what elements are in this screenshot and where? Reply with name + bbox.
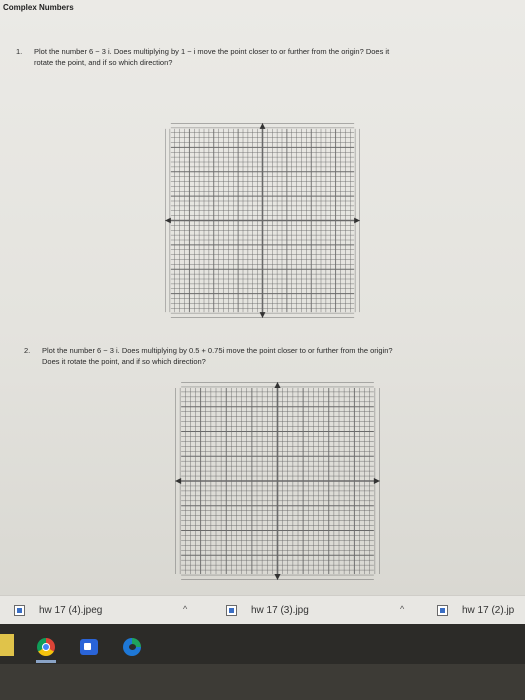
launcher-edge[interactable] <box>0 634 14 656</box>
downloads-bar <box>0 595 525 624</box>
download-item[interactable] <box>14 596 102 624</box>
question-text-line-1: Plot the number 6 − 3 i. Does multiplying by 0.5 + 0.75i move the point closer to or further from the origin? <box>42 346 393 355</box>
document-title: Complex Numbers <box>3 3 74 12</box>
question-number: 1. <box>16 47 23 56</box>
download-item[interactable] <box>226 596 309 624</box>
complex-plane-grid-1 <box>165 123 360 318</box>
grid-svg <box>175 382 380 580</box>
question-number: 2. <box>24 346 31 355</box>
question-text-line-1: Plot the number 6 − 3 i. Does multiplying by 1 − i move the point closer to or further from the origin? Does it <box>34 47 390 56</box>
axis-arrow-left <box>165 218 171 224</box>
image-file-icon <box>437 605 448 616</box>
chevron-up-icon[interactable]: ^ <box>400 604 405 614</box>
video-meet-icon[interactable] <box>80 639 98 655</box>
chevron-up-icon[interactable]: ^ <box>183 604 188 614</box>
complex-plane-grid-2 <box>175 382 380 580</box>
chrome-icon[interactable] <box>37 638 55 656</box>
axis-arrow-down <box>274 574 280 580</box>
download-file-name: hw 17 (2).jp <box>462 604 515 616</box>
axis-arrow-right <box>354 218 360 224</box>
axis-arrow-right <box>374 478 380 484</box>
image-file-icon <box>14 605 25 616</box>
question-text-line-2: rotate the point, and if so which direction? <box>34 58 173 67</box>
question-1 <box>16 46 521 68</box>
grid-svg <box>165 123 360 318</box>
active-app-indicator <box>36 660 56 663</box>
axis-arrow-down <box>260 312 266 318</box>
question-2 <box>24 345 514 367</box>
axis-arrow-up <box>274 382 280 388</box>
download-file-name: hw 17 (3).jpg <box>251 604 309 616</box>
taskbar-shelf <box>0 624 525 664</box>
download-item[interactable] <box>437 596 514 624</box>
axis-arrow-left <box>175 478 181 484</box>
image-file-icon <box>226 605 237 616</box>
download-file-name: hw 17 (4).jpeg <box>39 604 103 616</box>
question-text-line-2: Does it rotate the point, and if so which direction? <box>42 357 206 366</box>
axis-arrow-up <box>260 123 266 129</box>
taskbar <box>0 624 525 700</box>
edge-icon[interactable] <box>123 638 141 656</box>
